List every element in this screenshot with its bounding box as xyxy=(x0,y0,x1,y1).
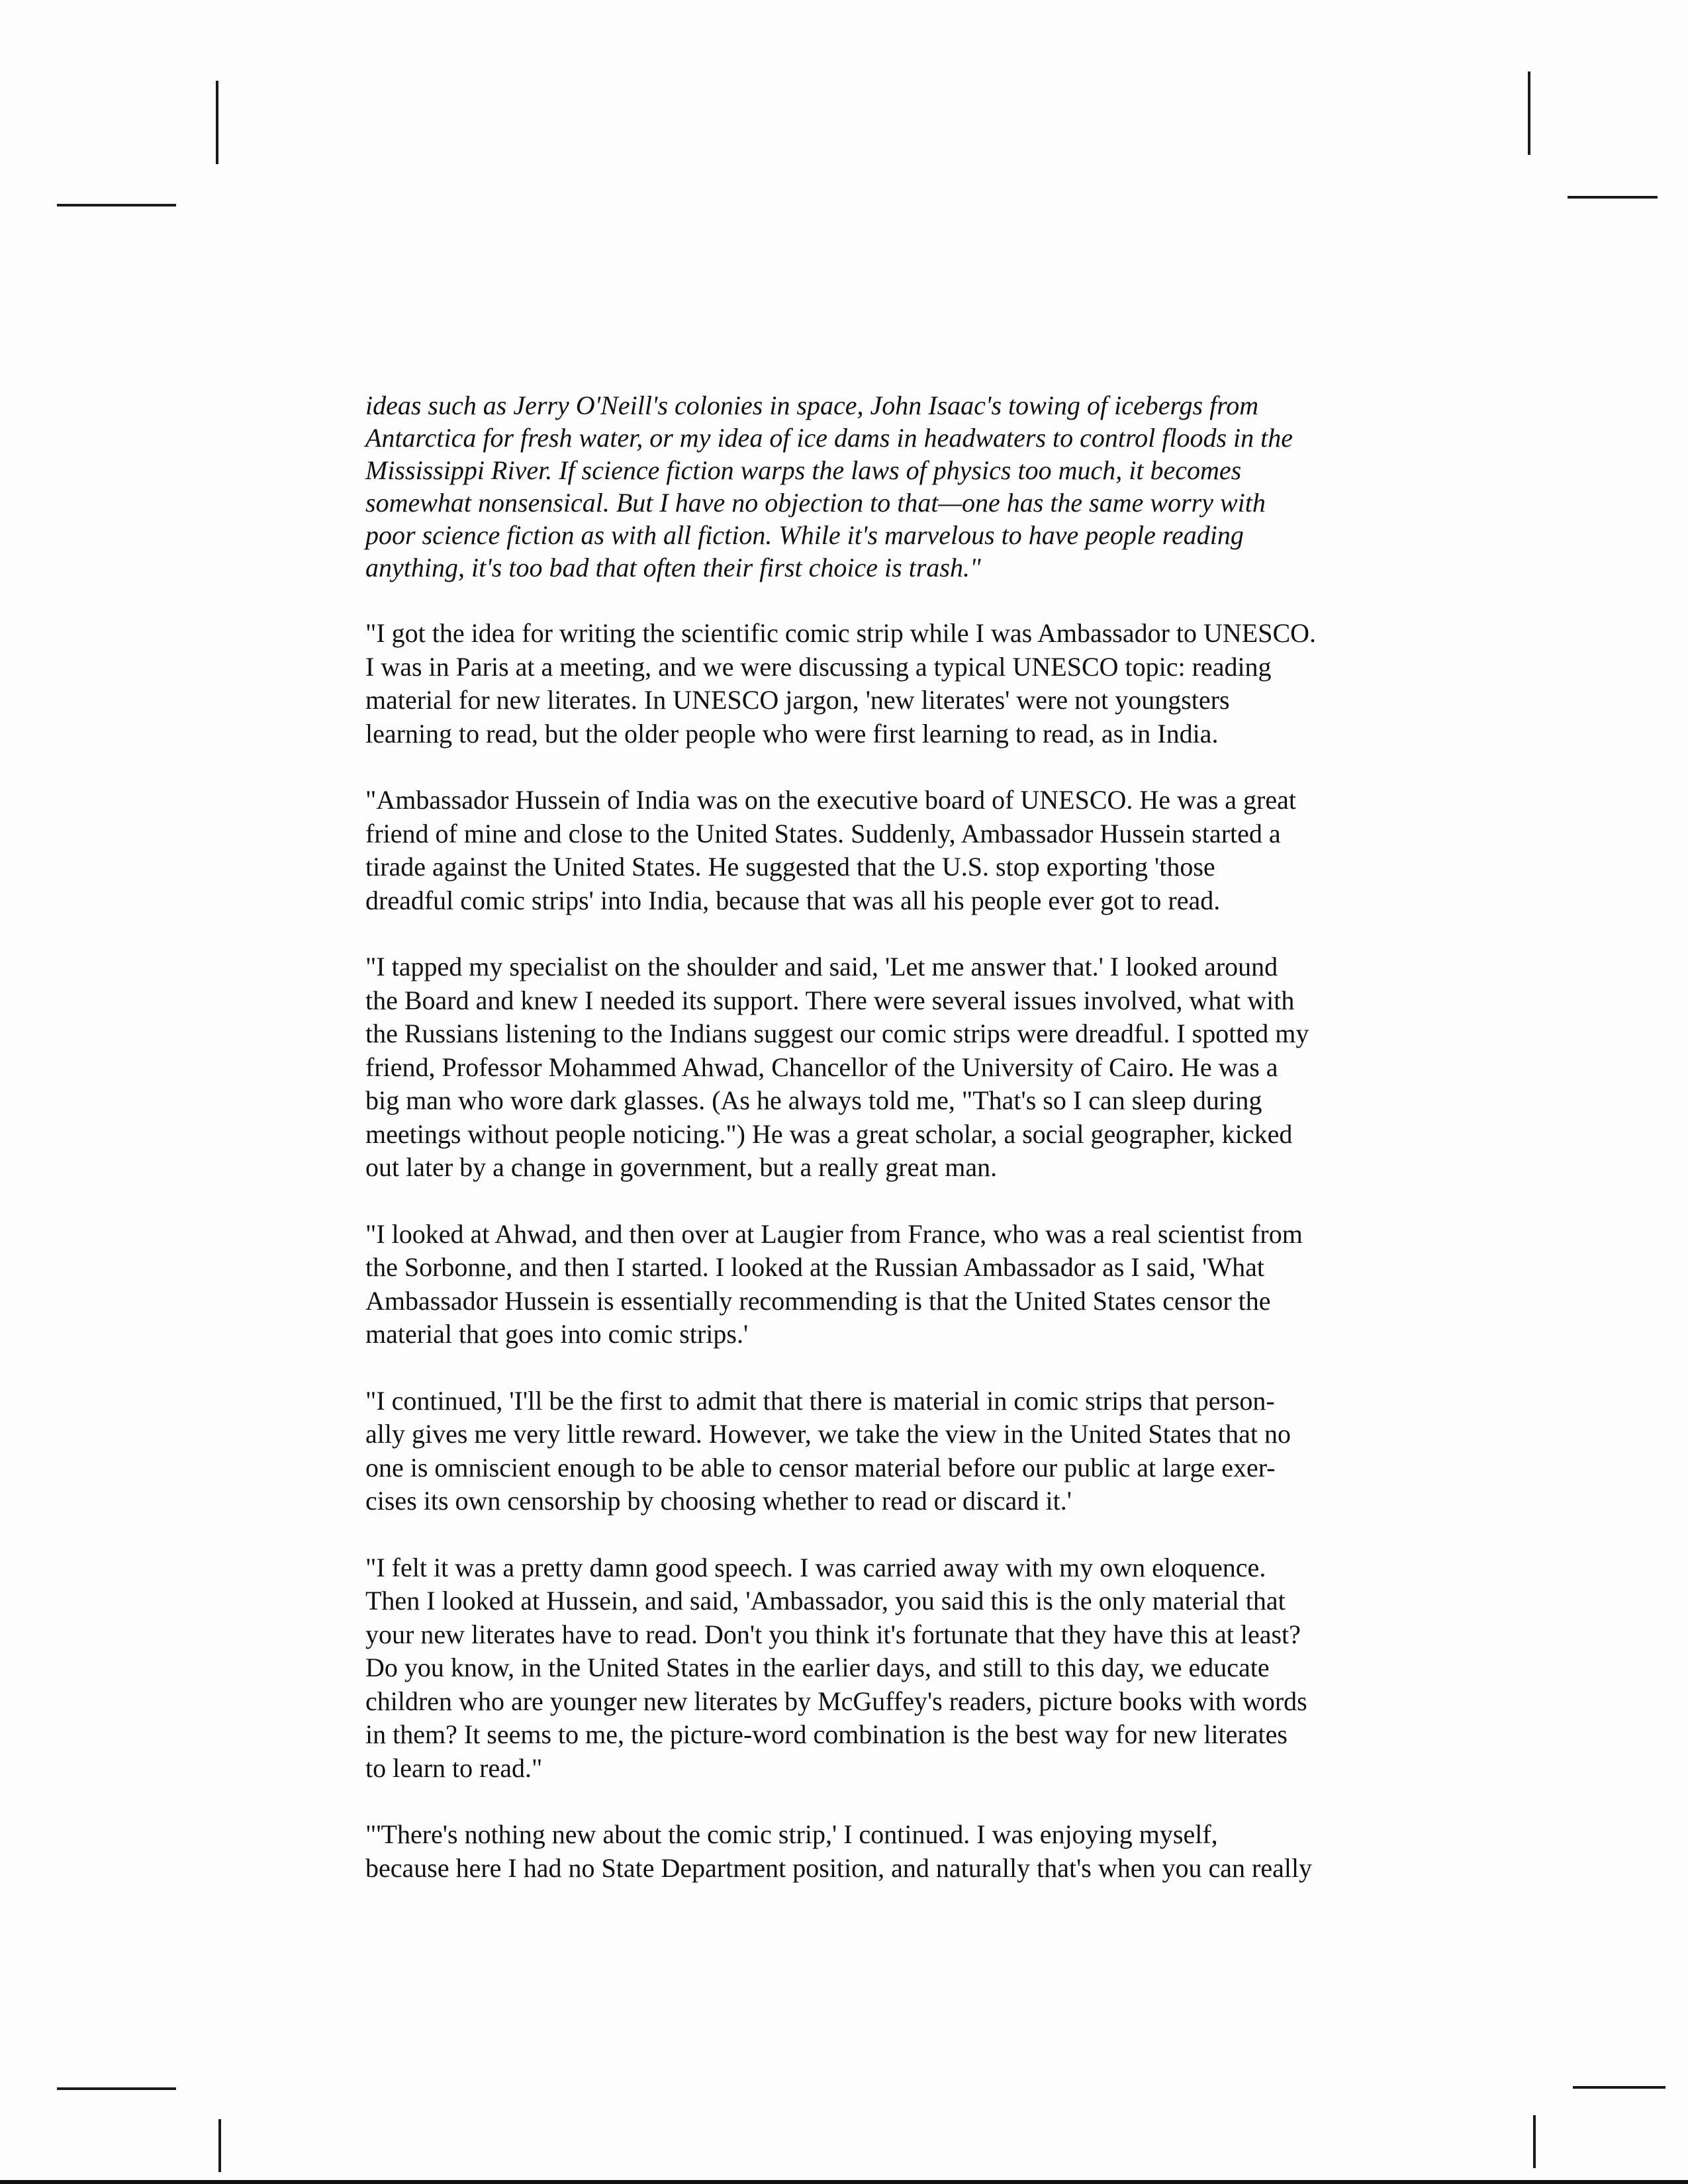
paragraph-6: "I continued, 'I'll be the first to admit that there is material in comic strips that person- ally gives me very little reward. However, we take the view in the United States that no one is omniscient enough to be able to censor material before our public at large exer- cises its own censorship by choosing whether to read or discard it.' xyxy=(365,1385,1291,1516)
crop-mark-bottom-left-vertical xyxy=(218,2119,221,2172)
paragraph-4: "I tapped my specialist on the shoulder and said, 'Let me answer that.' I looked around the Board and knew I needed its support. There were several issues involved, what with the Russians listening to the Indians suggest our comic strips were dreadful. I spotted my friend, Professor Mohammed Ahwad, Chancellor of the University of Cairo. He was a big man who wore dark glasses. (As he always told me, "That's so I can sleep during meetings without people noticing.") He was a great scholar, a social geographer, kicked out later by a change in government, but a really great man. xyxy=(365,952,1309,1182)
paragraph-3: "Ambassador Hussein of India was on the executive board of UNESCO. He was a great friend of mine and close to the United States. Suddenly, Ambassador Hussein started a tirade against the United States. He suggested that the U.S. stop exporting 'those dreadful comic strips' into India, because that was all his people ever got to read. xyxy=(365,785,1296,915)
crop-mark-bottom-right-vertical xyxy=(1533,2115,1536,2168)
paragraph-2: "I got the idea for writing the scientific comic strip while I was Ambassador to UNESCO. I was in Paris at a meeting, and we were discussing a typical UNESCO topic: reading material for new literates. In UNESCO jargon, 'new literates' were not youngsters learning to read, but the older people who were first learning to read, as in India. xyxy=(365,618,1317,749)
paragraph-5: "I looked at Ahwad, and then over at Laugier from France, who was a real scientist from the Sorbonne, and then I started. I looked at the Russian Ambassador as I said, 'What Ambassador Hussein is essentially recommending is that the United States censor the material that goes into comic strips.' xyxy=(365,1218,1303,1349)
crop-mark-bottom-left-horizontal xyxy=(57,2087,176,2090)
crop-mark-top-right-horizontal xyxy=(1568,196,1658,199)
crop-mark-bottom-right-horizontal xyxy=(1573,2086,1665,2089)
crop-mark-top-right-vertical xyxy=(1528,71,1530,155)
scan-bottom-edge xyxy=(0,2180,1688,2184)
paragraph-7: "I felt it was a pretty damn good speech. I was carried away with my own eloquence. Then I looked at Hussein, and said, 'Ambassador, you said this is the only material that your new literates have to read. Don't you think it's fortunate that they have this at least? Do you know, in the United States in the earlier days, and still to this day, we educate children who are younger new literates by McGuffey's readers, picture books with words in them? It seems to me, the picture-word combination is the best way for new literates to learn to read." xyxy=(365,1552,1307,1783)
paragraph-1: ideas such as Jerry O'Neill's colonies in space, John Isaac's towing of icebergs from Antarctica for fresh water, or my idea of ice dams in headwaters to control floods in the Mississippi River. If science fiction warps the laws of physics too much, it becomes somewhat nonsensical. But I have no objection to that—one has the same worry with poor science fiction as with all fiction. While it's marvelous to have people reading anything, it's too bad that often their first choice is trash." xyxy=(365,390,1293,582)
crop-mark-top-left-vertical xyxy=(216,81,218,164)
paragraph-8: "'There's nothing new about the comic strip,' I continued. I was enjoying myself, because here I had no State Department position, and naturally that's when you can really xyxy=(365,1819,1313,1883)
body-text xyxy=(365,389,1390,1885)
crop-mark-top-left-horizontal xyxy=(57,204,176,206)
